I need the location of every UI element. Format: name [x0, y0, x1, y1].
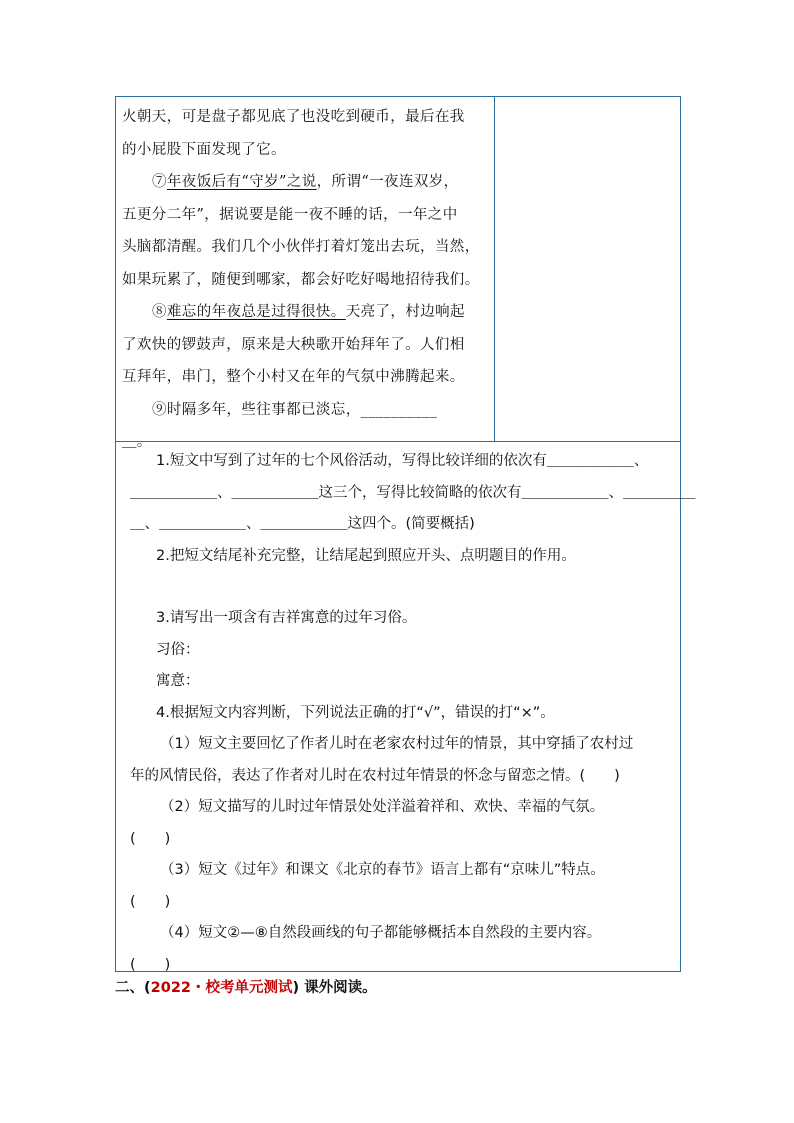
paragraph-number-8: ⑧ — [152, 304, 167, 320]
question-4-1-line-1: （1）短文主要回忆了作者儿时在老家农村过年的情景，其中穿插了农村过 — [160, 736, 634, 752]
section-suffix: ) 课外阅读。 — [292, 980, 377, 996]
passage-line-11: ＿。 — [122, 434, 152, 450]
passage-line-1: 火朝天，可是盘子都见底了也没吃到硬币，最后在我 — [122, 109, 465, 125]
passage-cell — [122, 101, 490, 459]
answer-space-2[interactable] — [122, 572, 696, 603]
question-3-meaning-label: 寓意： — [156, 673, 200, 689]
section-source: 2022・校考单元测试 — [150, 980, 293, 996]
questions-row — [116, 442, 696, 973]
passage-line-9: 互拜年，串门，整个小村又在年的气氛中沸腾起来。 — [122, 369, 465, 385]
question-3: 3.请写出一项含有吉祥寓意的过年习俗。 — [156, 610, 417, 626]
question-4-2-line-1: （2）短文描写的儿时过年情景处处洋溢着祥和、欢快、幸福的气氛。 — [160, 799, 605, 815]
question-1-line-2: ＿＿＿＿＿＿、＿＿＿＿＿＿这三个，写得比较简略的依次有＿＿＿＿＿＿、＿＿＿＿＿ — [130, 484, 696, 501]
passage-line-2: 的小屁股下面发现了它。 — [122, 141, 286, 158]
question-1-line-3: ＿、＿＿＿＿＿＿、＿＿＿＿＿＿这四个。(简要概括) — [130, 516, 475, 532]
questions-cell — [122, 446, 696, 981]
paragraph-number-7: ⑦ — [152, 174, 167, 190]
paragraph-7-text: ，所谓“一夜连双岁， — [316, 174, 459, 190]
question-4-4-line-1: （4）短文②—⑧自然段画线的句子都能够概括本自然段的主要内容。 — [160, 925, 602, 941]
question-2: 2.把短文结尾补充完整，让结尾起到照应开头、点明题目的作用。 — [156, 547, 576, 564]
column-divider — [494, 97, 495, 441]
paragraph-9-line-1 — [122, 394, 490, 427]
passage-line-6: 如果玩累了，随便到哪家，都会好吃好喝地招待我们。 — [122, 271, 480, 288]
paragraph-8-text: 天亮了，村边响起 — [345, 304, 465, 320]
paragraph-7-line-1 — [122, 166, 490, 199]
section-prefix: 二、( — [115, 980, 151, 996]
passage-line-8: 了欢快的锣鼓声，原来是大秧歌开始拜年了。人们相 — [122, 336, 465, 353]
section-heading — [115, 976, 377, 997]
paragraph-9-text: 时隔多年，些往事都已淡忘，__________ — [166, 401, 438, 418]
question-4-2-answer[interactable]: ( ) — [130, 830, 171, 847]
paragraph-8-line-1 — [122, 296, 490, 329]
underlined-sentence-7: 年夜饭后有“守岁”之说 — [166, 174, 317, 190]
question-1-line-1: 1.短文中写到了过年的七个风俗活动，写得比较详细的依次有＿＿＿＿＿＿、 — [156, 453, 649, 469]
exercise-table — [115, 96, 696, 973]
paragraph-number-9: ⑨ — [152, 401, 167, 418]
question-3-custom-label: 习俗： — [156, 641, 200, 658]
question-4-3-line-1: （3）短文《过年》和课文《北京的春节》语言上都有“京味儿”特点。 — [160, 862, 605, 878]
question-4-1-line-2: 年的风情民俗，表达了作者对儿时在农村过年情景的怀念与留恋之情。( ) — [130, 767, 620, 784]
question-4: 4.根据短文内容判断，下列说法正确的打“√”，错误的打“×”。 — [156, 704, 555, 721]
underlined-sentence-8: 难忘的年夜总是过得很快。 — [166, 304, 346, 320]
passage-row — [116, 97, 680, 450]
passage-line-5: 头脑都清醒。我们几个小伙伴打着灯笼出去玩，当然， — [122, 239, 480, 255]
question-4-4-answer[interactable]: ( ) — [130, 956, 171, 973]
question-4-3-answer[interactable]: ( ) — [130, 893, 171, 910]
passage-line-4: 五更分二年”，据说要是能一夜不睡的话，一年之中 — [122, 206, 458, 223]
